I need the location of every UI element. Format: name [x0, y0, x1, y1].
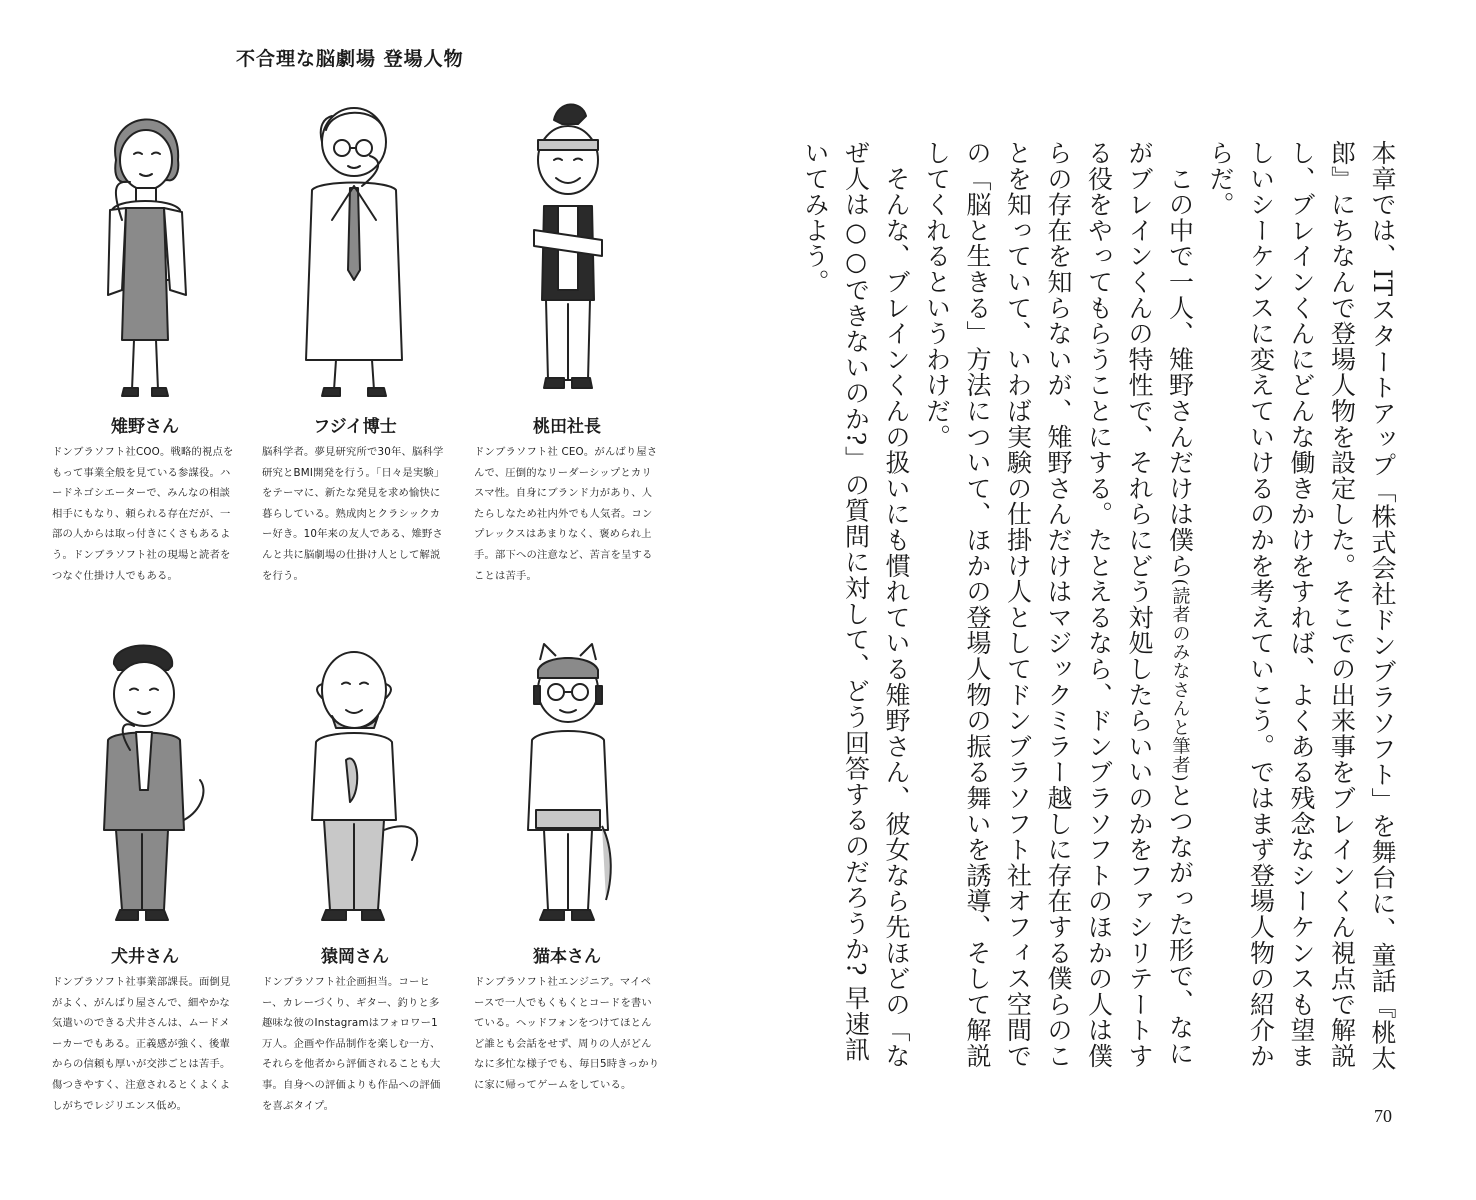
paragraph: [795, 140, 917, 1080]
character-card-kijino: [52, 90, 238, 586]
character-name: 雉野さん: [111, 417, 179, 437]
paragraph-text: そんな、ブレインくんの扱いにも慣れている雉野さん、彼女なら先ほどの「なぜ人は○○できないのか?」の質問に対して、どう回答するのだろうか? 早速訊いてみよう。: [801, 140, 911, 1069]
character-card-momota: [474, 90, 660, 586]
inui-illustration: [52, 620, 238, 938]
character-card-nekomoto: [474, 620, 660, 1096]
nekomoto-illustration: [474, 620, 660, 938]
character-card-inui: [52, 620, 238, 1116]
paragraph: 本章では、ITスタートアップ「株式会社ドンブラソフト」を舞台に、童話『桃太郎』にちなんで登場人物を設定した。そこでの出来事をブレインくん視点で解説し、ブレインくんにどんな働きかけをすれば、よくある残念なシーケンスも望ましいシーケンスに変えていけるのかを考えていこう。ではまず登場人物の紹介からだ。: [1206, 140, 1397, 1072]
paragraph-start: この中で一人、雉野さんだけは僕ら: [1165, 165, 1195, 579]
saruoka-illustration: [262, 620, 448, 938]
character-description: ドンブラソフト社企画担当。コーヒー、カレーづくり、ギター、釣りと多趣味な彼のInstagramはフォロワー1万人。企画や作品制作を楽しむ一方、それらを他者から評価されることも大事。自身への評価よりも作品への評価を喜ぶタイプ。: [262, 976, 441, 1112]
character-name: フジイ博士: [313, 417, 397, 437]
character-description: ドンブラソフト社COO。戦略的視点をもって事業全般を見ている参謀役。ハードネゴシエーターで、みんなの相談相手にもなり、頼られる存在だが、一部の人からは取っ付きにくさもあるよう。ドンブラソフト社の現場と読者をつなぐ仕掛け人でもある。: [52, 446, 234, 582]
paragraph-rest: とつながった形で、なにがブレインくんの特性で、それらにどう対処したらいいのかをファシリテートする役をやってもらうことにする。たとえるなら、ドンブラソフトのほかの人は僕らの存在を知らないが、雉野さんだけはマジックミラー越しに存在する僕らのことを知っていて、いわば実験の仕掛け人としてドンブラソフト社オフィス空間での「脳と生きる」方法について、ほかの登場人物の振る舞いを誘導、そして解説してくれるというわけだ。: [922, 140, 1195, 1069]
character-card-fujii: [262, 90, 448, 586]
aside-note: (読者のみなさんと筆者): [1169, 578, 1191, 783]
character-name: 猫本さん: [533, 947, 601, 967]
character-description: 脳科学者。夢見研究所で30年、脳科学研究とBMI開発を行う。「日々是実験」をテーマに、新たな発見を求め愉快に暮らしている。熟成肉とクラシックカー好き。10年来の友人である、雉野さんと共に脳劇場の仕掛け人として解説を行う。: [262, 446, 445, 582]
character-card-saruoka: [262, 620, 448, 1116]
character-name: 猿岡さん: [321, 947, 389, 967]
character-description: ドンブラソフト社 CEO。がんばり屋さんで、圧倒的なリーダーシップとカリスマ性。自身にブランド力があり、人たらしなため社内外でも人気者。コンプレックスはあまりなく、褒められ上手。部下への注意など、苦言を呈することは苦手。: [474, 446, 658, 582]
kijino-illustration: [52, 90, 238, 408]
page-number: 70: [1374, 1106, 1392, 1126]
character-description: ドンブラソフト社事業部課長。面倒見がよく、がんばり屋さんで、細やかな気遣いのできる犬井さんは、ムードメーカーでもある。正義感が強く、後輩からの信頼も厚いが交渉ごとは苦手。傷つきやすく、注意されるとくよくよしがちでレジリエンス低め。: [52, 976, 231, 1112]
fujii-illustration: [262, 90, 448, 408]
right-page: [738, 0, 1476, 1200]
paragraph: [916, 140, 1200, 1080]
character-name: 桃田社長: [533, 417, 601, 437]
character-name: 犬井さん: [111, 947, 179, 967]
momota-illustration: [474, 90, 660, 408]
character-description: ドンブラソフト社エンジニア。マイペースで一人でもくもくとコードを書いている。ヘッドフォンをつけてほとんど誰とも会話をせず、周りの人がどんなに多忙な様子でも、毎日5時きっかりに家に帰ってゲームをしている。: [474, 976, 660, 1091]
page-title: 不合理な脳劇場 登場人物: [236, 48, 464, 70]
body-text: [795, 140, 1403, 1080]
